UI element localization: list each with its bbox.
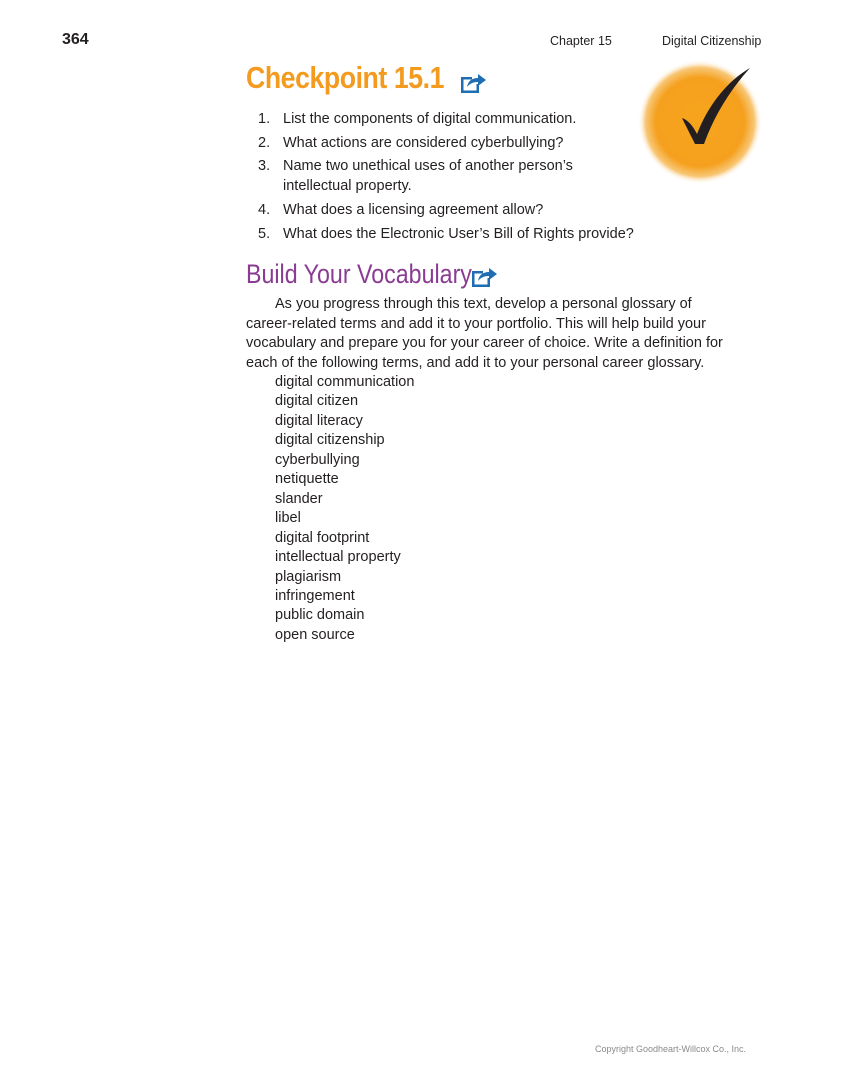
question-number: 2. <box>258 135 271 151</box>
checkmark-icon <box>638 60 762 184</box>
vocabulary-term: digital citizenship <box>275 432 385 449</box>
running-head-chapter: Chapter 15 <box>550 34 612 48</box>
vocabulary-term: libel <box>275 510 301 527</box>
checkpoint-question <box>258 133 563 153</box>
vocabulary-term: cyberbullying <box>275 451 360 468</box>
intro-line: career-related terms and add it to your portfolio. This will help build your <box>246 315 706 332</box>
vocabulary-term: digital footprint <box>275 529 370 546</box>
vocabulary-term-list <box>275 373 414 645</box>
vocabulary-intro <box>246 295 756 373</box>
vocabulary-term: plagiarism <box>275 568 342 585</box>
vocabulary-term: public domain <box>275 607 365 624</box>
question-text: What does the Electronic User’s Bill of Rights provide? <box>283 226 634 242</box>
checkpoint-question <box>258 224 634 244</box>
question-text <box>283 156 573 196</box>
vocabulary-term: open source <box>275 626 355 643</box>
question-text: What actions are considered cyberbullying? <box>283 135 564 151</box>
intro-line: each of the following terms, and add it to your personal career glossary. <box>246 354 705 371</box>
checkpoint-question <box>258 200 543 220</box>
vocabulary-term: infringement <box>275 587 355 604</box>
checkpoint-question <box>258 156 573 196</box>
vocabulary-term: netiquette <box>275 471 339 488</box>
question-text-line: intellectual property. <box>283 178 412 194</box>
intro-line: vocabulary and prepare you for your career of choice. Write a definition for <box>246 335 723 351</box>
page-number: 364 <box>62 31 89 48</box>
copyright-notice: Copyright Goodheart-Willcox Co., Inc. <box>595 1044 747 1054</box>
question-number: 1. <box>258 111 271 127</box>
question-number: 3. <box>258 158 271 174</box>
vocabulary-term: digital citizen <box>275 393 359 410</box>
running-head-title: Digital Citizenship <box>662 34 762 48</box>
question-number: 5. <box>258 226 271 242</box>
vocabulary-term: digital literacy <box>275 412 363 429</box>
external-link-icon[interactable] <box>459 70 487 94</box>
question-text: List the components of digital communication. <box>283 111 577 127</box>
question-text-line: Name two unethical uses of another person’s <box>283 158 573 174</box>
vocabulary-title: Build Your Vocabulary <box>246 259 472 289</box>
checkpoint-question <box>258 109 576 129</box>
vocabulary-term: slander <box>275 490 323 507</box>
intro-line: As you progress through this text, develop a personal glossary of <box>275 296 692 312</box>
question-number: 4. <box>258 202 271 218</box>
vocabulary-term: digital communication <box>275 374 415 390</box>
vocabulary-term: intellectual property <box>275 549 401 566</box>
question-text: What does a licensing agreement allow? <box>283 202 544 218</box>
checkpoint-title: Checkpoint 15.1 <box>246 60 445 95</box>
external-link-icon[interactable] <box>470 264 498 288</box>
